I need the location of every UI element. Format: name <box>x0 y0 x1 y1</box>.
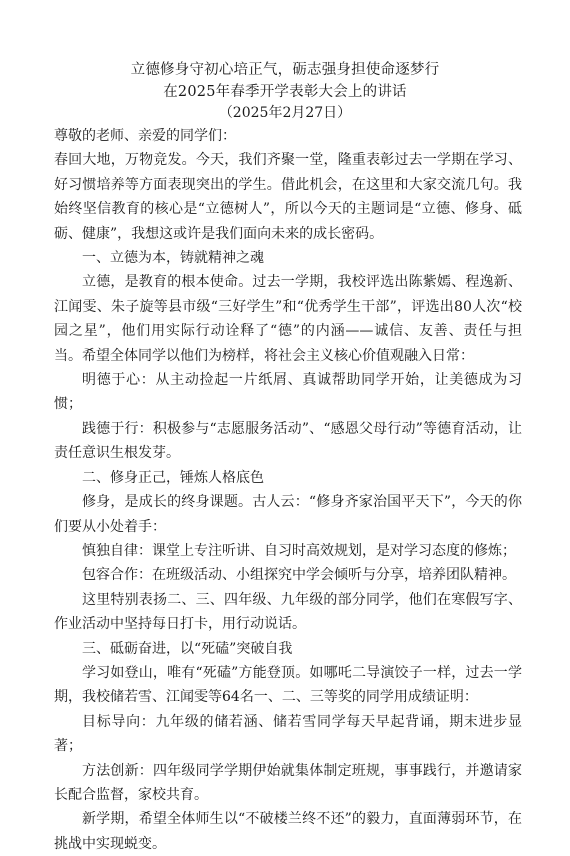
section-1-item-1: 明德于心：从主动捡起一片纸屑、真诚帮助同学开始，让美德成为习惯； <box>54 372 522 413</box>
section-1-paragraph: 立德，是教育的根本使命。过去一学期，我校评选出陈紫嫣、程逸新、江闻雯、朱子旋等县市级“三好学生”和“优秀学生干部”，评选出80人次“校园之星”，他们用实际行动诠释了“德”的内涵——诚信、友善、责任与担当。希望全体同学以他们为榜样，将社会主义核心价值观融入日常： <box>54 274 522 364</box>
section-3-paragraph-2: 新学期，希望全体师生以“不破楼兰终不还”的毅力，直面薄弱环节，在挑战中实现蜕变。 <box>54 811 522 852</box>
section-3-paragraph: 学习如登山，唯有“死磕”方能登顶。如哪吒二导演饺子一样，过去一学期，我校储若雪、江闻雯等64名一、二、三等奖的同学用成绩证明： <box>54 664 522 706</box>
section-3-heading: 三、砥砺奋进，以“死磕”突破自我 <box>82 640 293 657</box>
document-subtitle: 在2025年春季开学表彰大会上的讲话 <box>163 84 407 100</box>
section-2-item-1: 慎独自律：课堂上专注听讲、自习时高效规划，是对学习态度的修炼； <box>82 542 516 559</box>
document-title: 立德修身守初心培正气，砺志强身担使命逐梦行 <box>130 62 440 78</box>
section-1-item-2: 践德于行：积极参与“志愿服务活动”、“感恩父母行动”等德育活动，让责任意识生根发芽。 <box>54 420 522 462</box>
section-2-item-2: 包容合作：在班级活动、小组探究中学会倾听与分享，培养团队精神。 <box>82 567 516 584</box>
document-body <box>54 124 522 856</box>
section-2-paragraph: 修身，是成长的终身课题。古人云：“修身齐家治国平天下”，今天的你们要从小处着手： <box>54 494 522 535</box>
section-3-item-1: 目标导向：九年级的储若涵、储若雪同学每天早起背诵，期末进步显著； <box>54 713 522 755</box>
section-2-heading: 二、修身正己，锤炼人格底色 <box>82 469 264 486</box>
section-2-paragraph-2: 这里特别表扬二、三、四年级、九年级的部分同学，他们在寒假写字、作业活动中坚持每日打卡，用行动说话。 <box>54 591 522 633</box>
section-1-heading: 一、立德为本，铸就精神之魂 <box>82 250 264 267</box>
intro-paragraph: 春回大地，万物竞发。今天，我们齐聚一堂，隆重表彰过去一学期在学习、好习惯培养等方面表现突出的学生。借此机会，在这里和大家交流几句。我始终坚信教育的核心是“立德树人”，所以今天的主题词是“立德、修身、砥砺、健康”，我想这或许是我们面向未来的成长密码。 <box>54 152 522 242</box>
salutation: 尊敬的老师、亲爱的同学们： <box>54 128 236 144</box>
document-date: （2025年2月27日） <box>218 105 352 121</box>
section-3-item-2: 方法创新：四年级同学学期伊始就集体制定班规，事事践行，并邀请家长配合监督，家校共育。 <box>54 762 522 803</box>
